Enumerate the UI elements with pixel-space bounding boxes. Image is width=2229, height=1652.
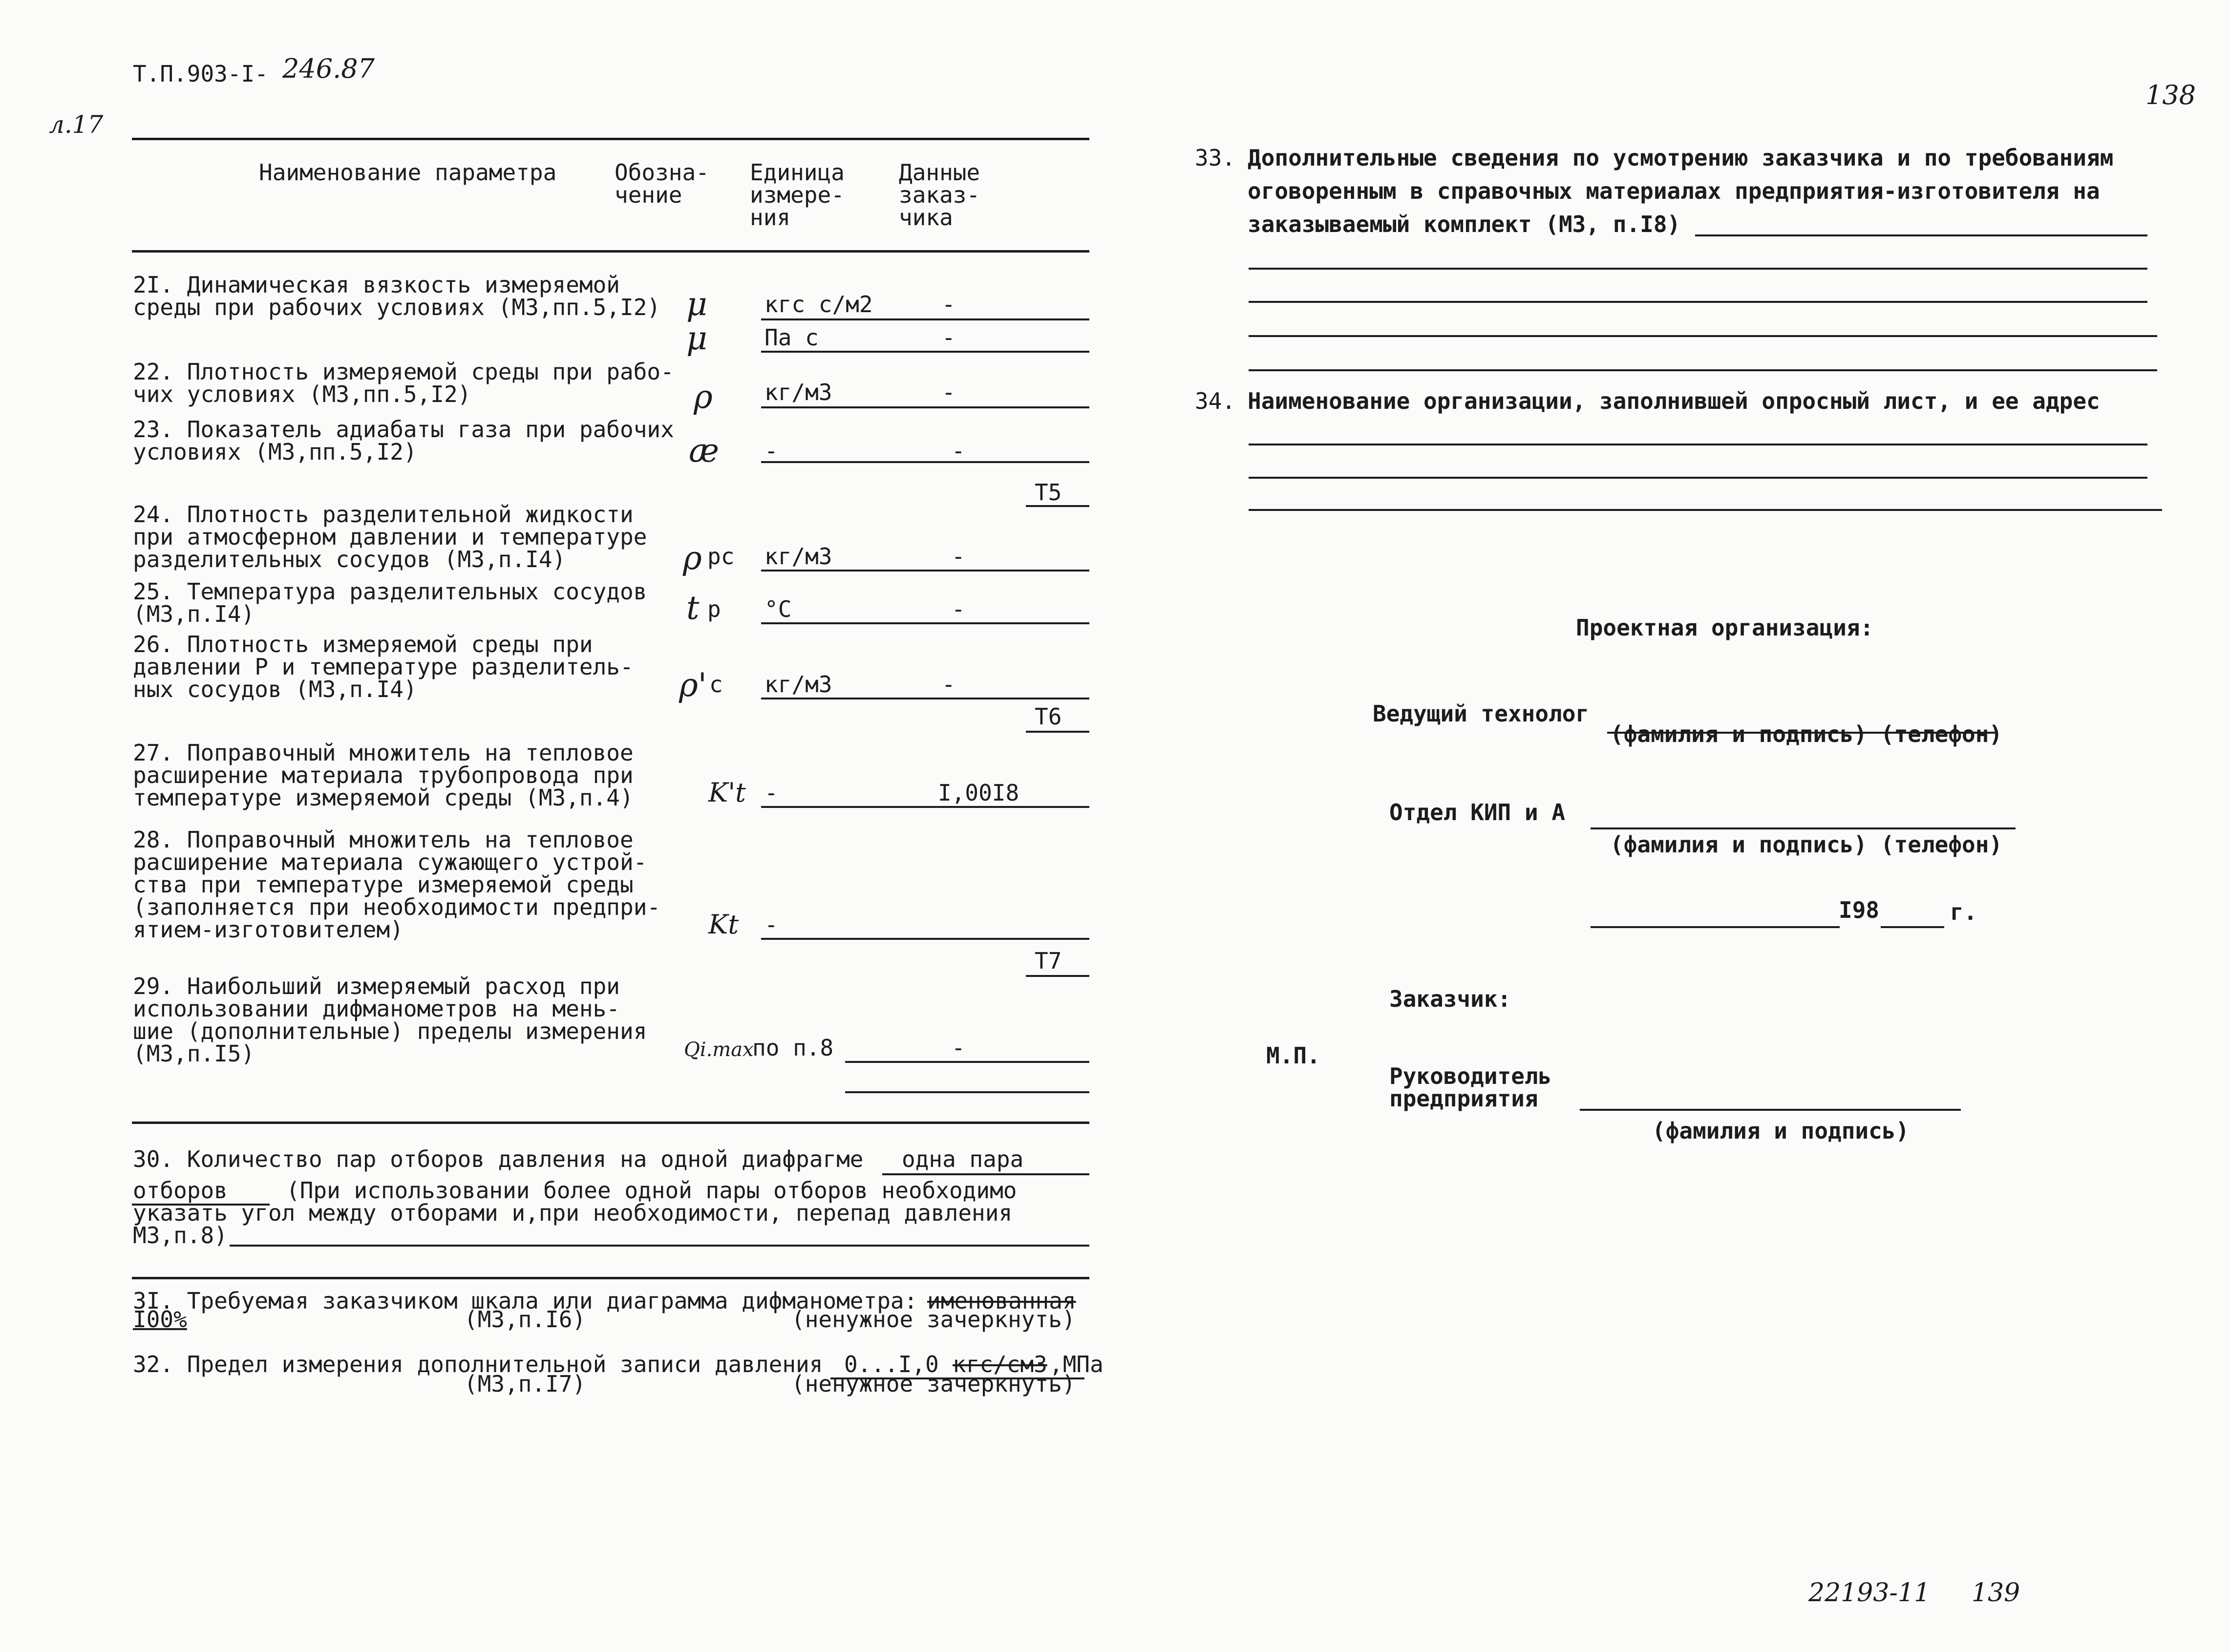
row-27-label: 27. Поправочный множитель на тепловое расширение материала трубопровода при температуре измеряемой среды (М3,п.4) — [133, 740, 634, 811]
row-23-unit: - — [764, 438, 778, 464]
row-23-label: 23. Показатель адиабаты газа при рабочих условиях (М3,пп.5,I2) — [133, 416, 674, 465]
t6-underline — [1026, 731, 1089, 733]
row-28-unit: - — [764, 911, 778, 938]
row-25-symbol-sub: р — [707, 596, 721, 622]
row-29-unit: по п.8 — [752, 1035, 834, 1061]
row-21-line-1 — [761, 318, 1089, 320]
table-bottom-rule — [132, 1122, 1089, 1124]
footer-code: 22193-11 — [1808, 1578, 1931, 1608]
row-29-value: - — [952, 1035, 965, 1061]
kip-department-line — [1591, 827, 2016, 829]
item-33-fill-line-1 — [1249, 268, 2147, 270]
row-21-label: 2I. Динамическая вязкость измеряемой среды при рабочих условиях (М3,пп.5,I2) — [133, 272, 661, 320]
row-24-symbol-sub: рс — [707, 543, 735, 570]
row-29-line-2 — [845, 1091, 1089, 1093]
row-24-label: 24. Плотность разделительной жидкости при атмосферном давлении и температуре разделительных сосудов (М3,п.I4) — [133, 501, 647, 572]
row-25-value: - — [952, 596, 965, 622]
lead-technologist-strike-line — [1607, 732, 1998, 734]
item-33-fill-line-3 — [1249, 335, 2157, 337]
column-header-name: Наименование параметра — [259, 159, 557, 186]
item-30-line-1: 30. Количество пар отборов давления на одной диафрагме — [133, 1146, 864, 1172]
row-21-line-2 — [761, 351, 1089, 353]
row-24-value: - — [952, 543, 965, 570]
item-33-number: 33. — [1195, 145, 1236, 171]
lead-technologist-caption: (фамилия и подпись) (телефон) — [1610, 721, 2003, 747]
footer-page: 139 — [1972, 1578, 2020, 1608]
row-22-value: - — [942, 379, 955, 405]
year-prefix: I98 — [1839, 897, 1880, 923]
row-26-value: - — [942, 671, 955, 698]
row-24-symbol: ρ — [683, 539, 702, 577]
row-23-line — [761, 461, 1089, 463]
row-29-symbol: Qi.max — [684, 1038, 754, 1061]
kip-department-caption: (фамилия и подпись) (телефон) — [1610, 831, 2003, 858]
item-32-reference: (М3,п.I7) — [464, 1371, 586, 1397]
item-33-line-1: Дополнительные сведения по усмотрению заказчика и по требованиям — [1248, 145, 2114, 171]
head-caption: (фамилия и подпись) — [1652, 1118, 1910, 1144]
head-label: Руководитель предприятия — [1389, 1063, 1552, 1112]
row-21-unit-2: Па с — [764, 324, 819, 351]
table-header-rule — [132, 250, 1089, 253]
row-22-line — [761, 406, 1089, 408]
project-org-heading: Проектная организация: — [1576, 614, 1874, 641]
year-line — [1881, 926, 1944, 928]
row-21-unit-1: кгс с/м2 — [764, 291, 873, 318]
row-28-line — [761, 938, 1089, 940]
item-33-fill-line-0 — [1695, 234, 2147, 236]
row-25-symbol: t — [686, 589, 700, 627]
table-section-t6: Т6 — [1035, 703, 1062, 730]
row-29-line-1 — [845, 1061, 1089, 1063]
row-27-symbol: K't — [708, 777, 746, 808]
head-signature-line — [1580, 1109, 1961, 1111]
row-24-line — [761, 570, 1089, 572]
row-26-label: 26. Плотность измеряемой среды при давлении Р и температуре разделитель- ных сосудов (М3,п.I4) — [133, 631, 634, 702]
row-22-symbol: ρ — [694, 378, 713, 416]
row-27-value: I,00I8 — [938, 780, 1019, 806]
row-24-unit: кг/м3 — [764, 543, 832, 570]
item-33-line-2: оговоренным в справочных материалах предприятия-изготовителя на — [1248, 178, 2100, 204]
row-29-label: 29. Наибольший измеряемый расход при использовании дифманометров на мень- шие (дополнительные) пределы измерения (М3,п.I5) — [133, 973, 647, 1067]
column-header-data: Данные заказ- чика — [899, 159, 980, 231]
item-30-value-line — [882, 1173, 1089, 1175]
section-rule — [132, 1277, 1089, 1279]
document-code-handwritten: 246.87 — [282, 53, 375, 84]
item-34-fill-line-1 — [1249, 444, 2147, 445]
kip-department-label: Отдел КИП и А — [1389, 799, 1566, 826]
item-32-value: 0...I,0 — [844, 1351, 939, 1377]
t7-underline — [1026, 975, 1089, 977]
row-26-symbol-sub: с — [709, 671, 723, 698]
row-23-value: - — [952, 438, 965, 464]
item-33-fill-line-2 — [1249, 301, 2147, 303]
item-32-line-1: 32. Предел измерения дополнительной записи давления — [133, 1351, 823, 1377]
table-section-t7: Т7 — [1035, 948, 1062, 974]
row-21-value-1: - — [942, 291, 955, 318]
lead-technologist-label: Ведущий технолог — [1373, 700, 1590, 727]
row-21-symbol-si: μ — [686, 319, 707, 357]
column-header-symbol: Обозна- чение — [615, 159, 709, 208]
table-section-t5: Т5 — [1035, 479, 1062, 506]
row-28-symbol: Kt — [708, 909, 739, 940]
item-31-reference: (М3,п.I6) — [464, 1306, 586, 1333]
item-31-value: именованная — [927, 1288, 1076, 1314]
row-21-value-2: - — [942, 324, 955, 351]
year-suffix: г. — [1950, 899, 1977, 925]
row-26-unit: кг/м3 — [764, 671, 832, 698]
row-28-label: 28. Поправочный множитель на тепловое расширение материала сужающего устрой- ства при температуре измеряемой среды (заполняется при необходимости предпри- ятием-изготовителем) — [133, 826, 661, 943]
table-top-rule — [132, 138, 1089, 140]
row-26-symbol: ρ' — [679, 666, 707, 704]
row-27-line — [761, 806, 1089, 808]
item-30-line-4: М3,п.8) — [133, 1222, 228, 1249]
row-25-unit: °С — [764, 596, 792, 622]
t5-underline — [1026, 505, 1089, 507]
item-34-fill-line-3 — [1249, 509, 2162, 511]
item-32-unit: ,МПа — [1049, 1351, 1104, 1377]
row-22-unit: кг/м3 — [764, 379, 832, 405]
row-25-line — [761, 622, 1089, 624]
page-number: 138 — [2145, 80, 2196, 110]
item-32-struck-unit: кгс/см3 — [953, 1351, 1047, 1377]
item-30-fill-line — [230, 1245, 1089, 1247]
date-line — [1591, 926, 1840, 928]
item-31-line-1: 3I. Требуемая заказчиком шкала или диаграмма дифманометра: — [133, 1288, 918, 1314]
item-34-fill-line-2 — [1249, 477, 2147, 479]
column-header-unit: Единица измере- ния — [750, 159, 845, 231]
item-30-line-3: указать угол между отборами и,при необходимости, перепад давления — [133, 1200, 1013, 1226]
item-30-line-2: (При использовании более одной пары отборов необходимо — [286, 1177, 1017, 1204]
item-30-value-cont: отборов — [133, 1177, 228, 1204]
item-31-note: (ненужное зачеркнуть) — [791, 1306, 1076, 1333]
item-30-value: одна пара — [902, 1146, 1024, 1172]
row-27-unit: - — [764, 780, 778, 806]
item-31-value-2: I00% — [133, 1306, 187, 1333]
row-22-label: 22. Плотность измеряемой среды при рабо- чих условиях (М3,пп.5,I2) — [133, 359, 674, 407]
row-23-symbol: æ — [689, 432, 720, 469]
customer-label: Заказчик: — [1389, 986, 1511, 1012]
document-code: Т.П.903-I- — [133, 61, 268, 87]
item-32-note: (ненужное зачеркнуть) — [791, 1371, 1076, 1397]
stamp-label: М.П. — [1266, 1042, 1320, 1069]
row-25-label: 25. Температура разделительных сосудов (М3,п.I4) — [133, 578, 647, 627]
item-33-line-3: заказываемый комплект (М3, п.I8) — [1248, 211, 1681, 237]
row-21-symbol: μ — [686, 285, 707, 323]
item-33-fill-line-4 — [1249, 369, 2157, 371]
item-34-line-1: Наименование организации, заполнившей опросный лист, и ее адрес — [1248, 388, 2100, 414]
item-34-number: 34. — [1195, 388, 1236, 414]
row-26-line — [761, 698, 1089, 699]
sheet-mark: л.17 — [49, 110, 104, 139]
